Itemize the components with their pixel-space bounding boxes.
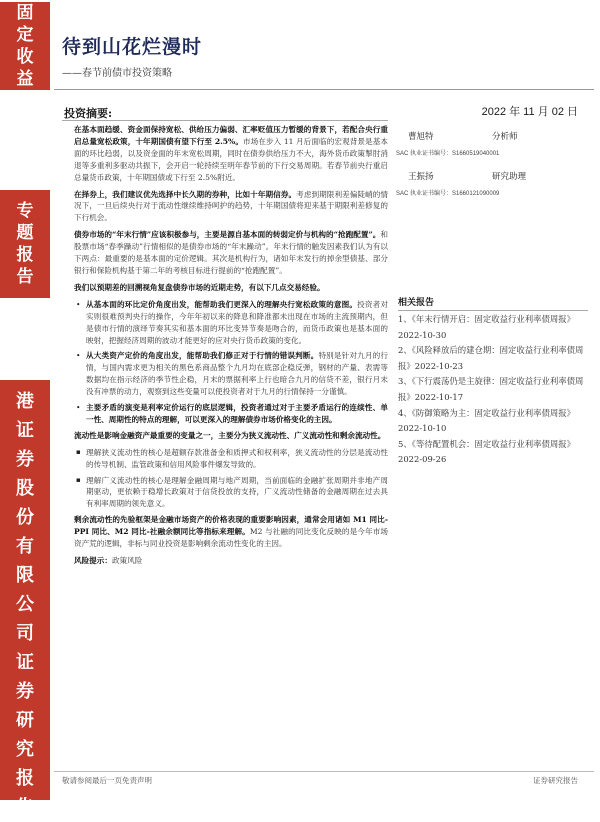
paragraph-3-lead: 债券市场的“年末行情”应该积极参与，主要是源自基本面的转弱定价与机构的“抢跑配置”。	[74, 230, 381, 240]
paragraph-5-lead: 流动性是影响金融资产最重要的变量之一，主要分为狭义流动性、广义流动性和剩余流动性。	[74, 430, 386, 440]
company-char: 证	[16, 652, 34, 673]
company-char: 股	[16, 478, 34, 499]
disclaimer-note: 敬请参阅最后一页免责声明	[62, 776, 152, 785]
category-label	[0, 2, 50, 90]
company-char: 公	[16, 594, 34, 615]
report-subtitle: ——春节前债市投资策略	[62, 68, 172, 79]
category-char: 收	[16, 47, 34, 67]
paragraph-2-lead: 在择券上，我们建议优先选择中长久期的券种，比如十年期信券。	[74, 189, 297, 199]
paragraph-6	[74, 514, 388, 550]
analyst-role: 分析师	[492, 132, 518, 142]
company-char: 证	[16, 420, 34, 441]
company-label	[0, 362, 50, 818]
paragraph-2	[74, 189, 388, 225]
company-char: 份	[16, 507, 34, 528]
category-char: 固	[16, 3, 34, 23]
related-report-link[interactable]: 5、《等待配置机会：固定收益行业利率债周报》2022-09-26	[398, 438, 576, 465]
report-title: 待到山花烂漫时	[62, 36, 203, 58]
list-item-lead: 从基本面的环比定价角度出发，能帮助我们更深入的理解央行宽松政策的意图。	[86, 299, 358, 309]
related-reports-heading: 相关报告	[398, 295, 588, 311]
report-type-char: 专	[16, 201, 34, 221]
summary-divider	[62, 120, 388, 121]
related-report-link[interactable]: 3、《下行震荡仍是主旋律：固定收益行业利率债周报》2022-10-17	[398, 376, 584, 402]
company-char: 限	[16, 565, 34, 586]
company-char: 报	[16, 768, 34, 789]
paragraph-6-text: M2 与社融的同比变化反映的是今年市场资产荒的逻辑，非标与同业投资是影响剩余流动性变化的主因。	[74, 527, 388, 549]
sidebar	[0, 0, 50, 818]
report-type-label	[0, 190, 50, 298]
company-char: 研	[16, 710, 34, 731]
experience-list	[74, 299, 388, 426]
list-item: ▪ 理解狭义流动性的核心是超额存款准备金和质押式和权利率，狭义流动性的分层是流动性的传导机制、监管政策和信用风险事件爆发导致的。	[86, 447, 388, 471]
list-item	[86, 299, 388, 347]
risk-warning-text: 政策风险	[111, 556, 143, 565]
related-report-link[interactable]: 1、《年末行情开启：固定收益行业利率债周报》2022-10-30	[398, 314, 576, 340]
analyst-cert: SAC 执业证书编号：S1660121090009	[396, 191, 500, 197]
report-type-char: 题	[16, 223, 34, 243]
list-item-text: 特别是针对九月的行情，与国内需求更为相关的黑色系商品整个九月均在底部企稳反弹，钢材的产量、表需等数据均在指示经济的季节性企稳，月末的票据利率上行也暗合九月的信贷不差，银行月末没有冲票的动力，观察到这些变量可以使投资者对于九月的行情保持一分谨慎。	[86, 351, 389, 397]
company-char: 司	[16, 623, 34, 644]
analyst-name: 王振扬	[408, 172, 434, 182]
analyst-role: 研究助理	[492, 172, 527, 182]
paragraph-3	[74, 229, 388, 277]
paragraph-6-lead: 剩余流动性的先验框架是金融市场资产的价格表现的重要影响因素，通常会用诸如 M1 同比-PPI 同比、M2 同比-社融余额同比等指标来理解。	[74, 515, 388, 537]
summary-heading: 投资摘要:	[64, 107, 113, 120]
footer-label: 证券研究报告	[533, 776, 578, 785]
category-char: 定	[16, 25, 34, 45]
risk-warning	[74, 555, 388, 567]
paragraph-5	[74, 430, 388, 442]
paragraph-3-text: 和股票市场“春季躁动”行情相似的是债券市场的“年末躁动”。年末行情的触发因素我们认为有以下两点：最重要的是基本面的定价逻辑。其次是机构行为，诸如年末发行的掉余型债基、部分银行和保险机构基于第二年的考核目标进行提前的“抢跑配置”。	[74, 230, 388, 275]
company-char: 告	[16, 797, 34, 818]
paragraph-1	[74, 124, 388, 184]
summary-body	[74, 124, 388, 572]
list-item-lead: 从大类资产定价的角度出发，能帮助我们修正对于行情的错误判断。	[86, 351, 319, 361]
company-char: 申	[16, 362, 34, 383]
company-char: 港	[16, 391, 34, 412]
list-item-lead: 主要矛盾的演变是利率定价运行的底层逻辑，投资者通过对于主要矛盾运行的连续性、单一性、周期性的特点的理解，可以更深入的理解债券市场价格变化的主因。	[86, 403, 388, 424]
company-char: 有	[16, 536, 34, 557]
company-char: 券	[16, 449, 34, 470]
company-char: 券	[16, 681, 34, 702]
report-date: 2022 年 11 月 02 日	[481, 106, 578, 118]
report-type-char: 告	[16, 267, 34, 287]
related-report-link[interactable]: 2、《风险释放后的建仓期：固定收益行业利率债周报》2022-10-23	[398, 345, 584, 371]
report-type-char: 报	[16, 245, 34, 265]
risk-warning-lead: 风险提示：	[74, 556, 112, 565]
paragraph-2-text: 考虑到期限利差偏陡峭的情况下，一旦后续央行对于流动性继续维持呵护的趋势，十年期国债将迎来基于期限利差修复的下行机会。	[74, 189, 389, 223]
list-item	[86, 402, 388, 426]
paragraph-1-lead: 在基本面趋缓、资金面保持宽松、供给压力偏弱、汇率贬值压力暂缓的背景下，若配合央行重启总量宽松政策，十年期国债有望下行至 2.5%。	[74, 125, 388, 146]
list-item-text: 投资者对实则很难预判央行的操作，今年年初以来的降息和降准都未出现在市场的主流预期内，但是债市行情的演绎节奏其实和基本面的环比变异节奏是吻合的，而货币政策也是基本面的映射，把握经济周期的波动才能更好的应对央行货币政策的变化。	[86, 299, 389, 345]
company-char: 究	[16, 739, 34, 760]
paragraph-4-lead: 我们以预期差的回溯视角复盘债券市场的近期走势，有以下几点交易经验。	[74, 282, 325, 292]
paragraph-4	[74, 282, 388, 294]
paragraph-1-text: 市场在步入 11 月后面临的宏观背景是基本面的环比趋弱，以及资金面的年末宽松周期，同时在债券供给压力不大，海外货币政策掣肘消退等多重利多驱动共振下，会开启一轮持续至明年春节前的下行交易周期。若春节前央行重启总量货币政策，十年期国债或下行至 2.5%附近。	[74, 136, 388, 182]
analyst-name: 曹旭特	[408, 132, 434, 142]
footer-divider	[54, 771, 594, 772]
category-char: 益	[16, 69, 34, 89]
analyst-cert: SAC 执业证书编号：S1660519040001	[396, 151, 500, 157]
list-item	[86, 350, 388, 398]
liquidity-list	[74, 447, 388, 511]
header-divider	[54, 89, 594, 90]
related-report-link[interactable]: 4、《防御策略为主：固定收益行业利率债周报》2022-10-10	[398, 407, 576, 434]
related-reports-list	[398, 312, 590, 468]
list-item: ▪ 理解广义流动性的核心是理解金融周期与地产周期，当前面临的金融扩张周期并非地产周期驱动，更依赖于稳增长政策对于信贷投放的支持，广义流动性储备的金融周期在过去具有利率周期的领先意义。	[86, 475, 388, 511]
